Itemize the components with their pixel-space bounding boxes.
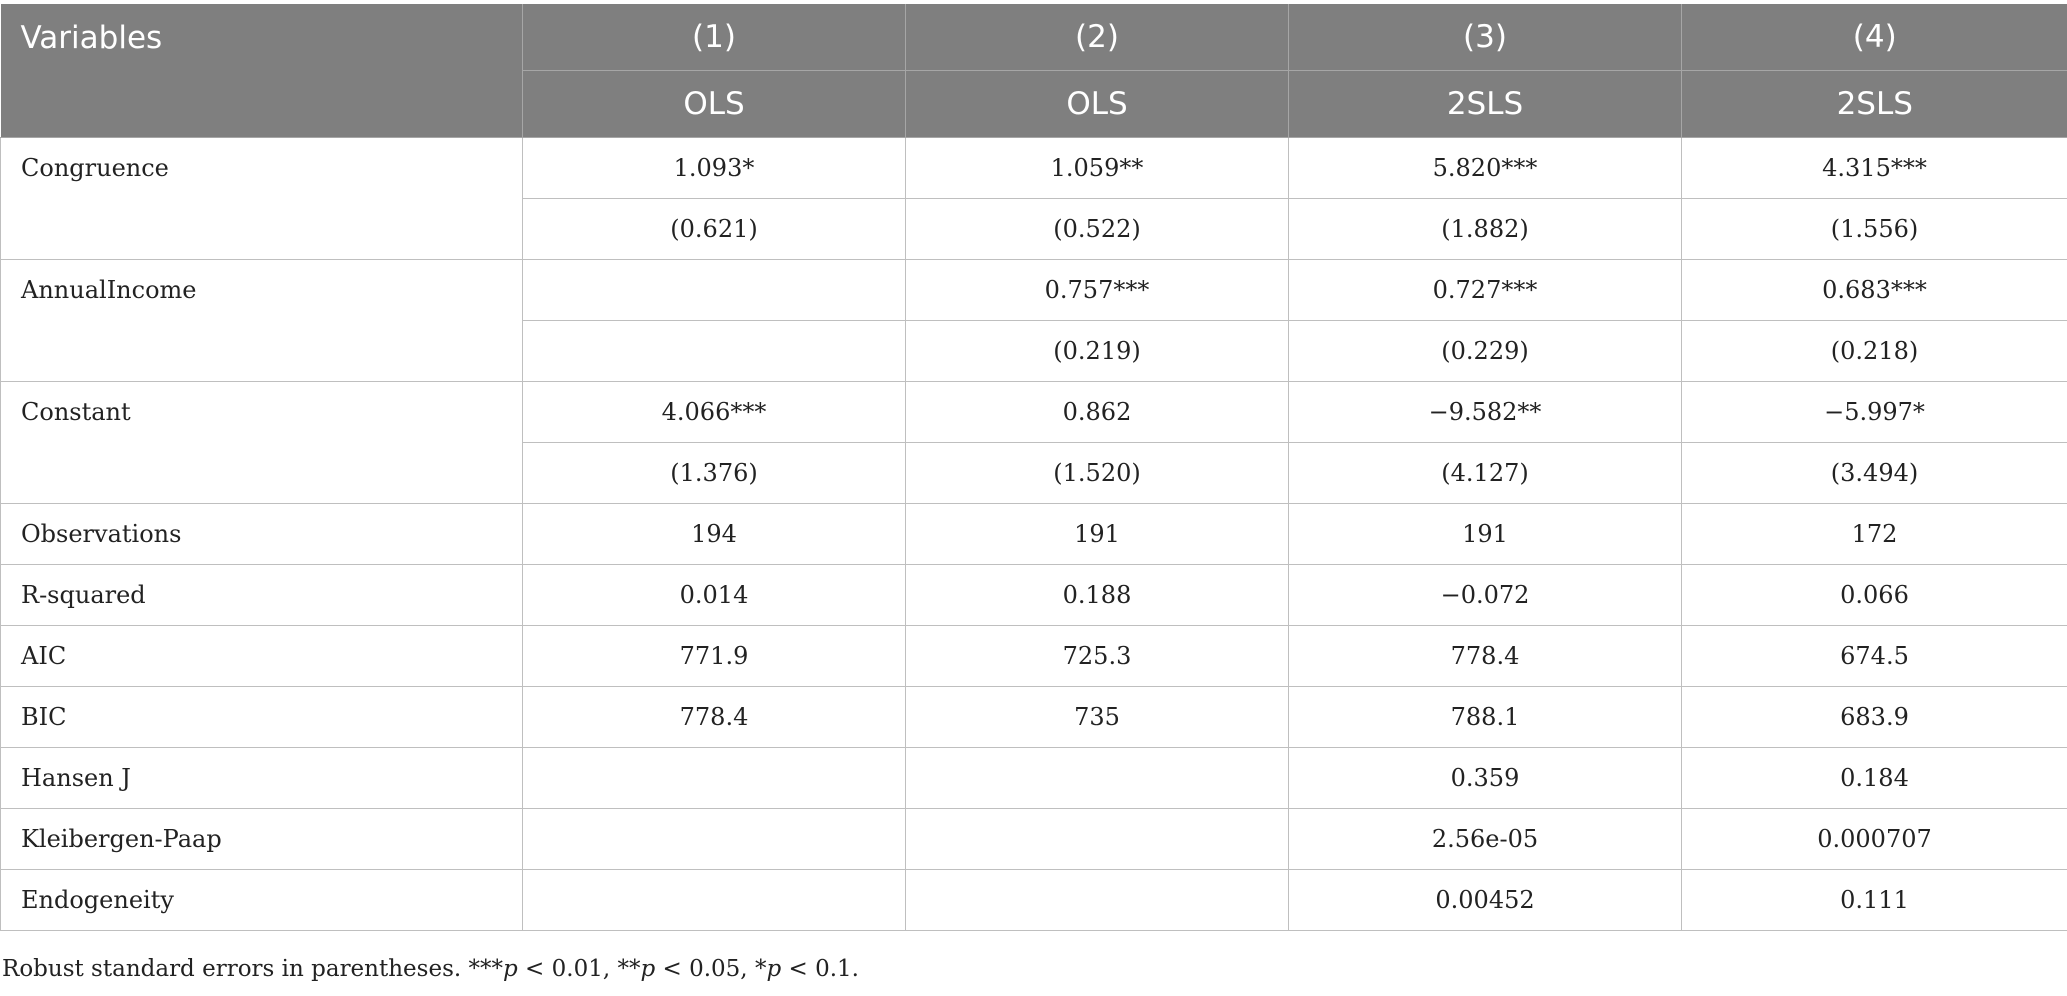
header-col-1-number: (1)	[523, 4, 906, 71]
cell-congruence-se-1: (0.621)	[523, 199, 906, 260]
cell-endogeneity-2	[906, 870, 1289, 931]
footnote-stars-3: *	[754, 956, 767, 982]
table-row-observations	[1, 504, 2067, 565]
footnote-thresh-1: < 0.01,	[525, 956, 611, 982]
cell-observations-3: 191	[1289, 504, 1682, 565]
row-label-hansen-j: Hansen J	[1, 748, 523, 809]
cell-aic-2: 725.3	[906, 626, 1289, 687]
cell-endogeneity-4: 0.111	[1682, 870, 2067, 931]
cell-congruence-se-2: (0.522)	[906, 199, 1289, 260]
cell-congruence-coef-3: 5.820***	[1289, 138, 1682, 199]
cell-constant-se-2: (1.520)	[906, 443, 1289, 504]
cell-r-squared-2: 0.188	[906, 565, 1289, 626]
table-row-hansen-j	[1, 748, 2067, 809]
cell-congruence-coef-2: 1.059**	[906, 138, 1289, 199]
cell-annualincome-coef-3: 0.727***	[1289, 260, 1682, 321]
header-variables: Variables	[1, 4, 523, 138]
table-footnote	[2, 956, 859, 982]
table-row-endogeneity	[1, 870, 2067, 931]
footnote-p-2: p	[640, 956, 656, 982]
row-label-annualincome: AnnualIncome	[1, 260, 523, 382]
cell-congruence-se-3: (1.882)	[1289, 199, 1682, 260]
cell-kleibergen-paap-2	[906, 809, 1289, 870]
cell-constant-coef-1: 4.066***	[523, 382, 906, 443]
cell-congruence-se-4: (1.556)	[1682, 199, 2067, 260]
row-label-bic: BIC	[1, 687, 523, 748]
cell-annualincome-se-4: (0.218)	[1682, 321, 2067, 382]
cell-constant-coef-3: −9.582**	[1289, 382, 1682, 443]
table-row-r-squared	[1, 565, 2067, 626]
table-row-aic	[1, 626, 2067, 687]
cell-endogeneity-3: 0.00452	[1289, 870, 1682, 931]
footnote-p-3: p	[766, 956, 782, 982]
cell-hansen-j-4: 0.184	[1682, 748, 2067, 809]
cell-aic-1: 771.9	[523, 626, 906, 687]
cell-endogeneity-1	[523, 870, 906, 931]
footnote-thresh-2: < 0.05,	[662, 956, 748, 982]
cell-annualincome-coef-4: 0.683***	[1682, 260, 2067, 321]
cell-observations-2: 191	[906, 504, 1289, 565]
header-col-4-method: 2SLS	[1682, 71, 2067, 138]
cell-r-squared-1: 0.014	[523, 565, 906, 626]
footnote-lead: Robust standard errors in parentheses.	[2, 956, 462, 982]
cell-constant-se-1: (1.376)	[523, 443, 906, 504]
cell-annualincome-se-3: (0.229)	[1289, 321, 1682, 382]
row-label-observations: Observations	[1, 504, 523, 565]
cell-constant-coef-4: −5.997*	[1682, 382, 2067, 443]
cell-bic-4: 683.9	[1682, 687, 2067, 748]
table-row-constant-coef	[1, 382, 2067, 443]
cell-kleibergen-paap-1	[523, 809, 906, 870]
cell-annualincome-coef-1	[523, 260, 906, 321]
row-label-constant: Constant	[1, 382, 523, 504]
row-label-endogeneity: Endogeneity	[1, 870, 523, 931]
table-body	[1, 138, 2067, 931]
header-col-2-method: OLS	[906, 71, 1289, 138]
cell-aic-4: 674.5	[1682, 626, 2067, 687]
table-header	[1, 4, 2067, 138]
cell-hansen-j-2	[906, 748, 1289, 809]
header-col-4-number: (4)	[1682, 4, 2067, 71]
footnote-thresh-3: < 0.1.	[788, 956, 859, 982]
footnote-p-1: p	[503, 956, 518, 982]
cell-aic-3: 778.4	[1289, 626, 1682, 687]
row-label-r-squared: R-squared	[1, 565, 523, 626]
cell-bic-2: 735	[906, 687, 1289, 748]
row-label-congruence: Congruence	[1, 138, 523, 260]
header-col-3-number: (3)	[1289, 4, 1682, 71]
header-col-1-method: OLS	[523, 71, 906, 138]
regression-table-container	[0, 4, 2067, 931]
cell-bic-3: 788.1	[1289, 687, 1682, 748]
cell-hansen-j-3: 0.359	[1289, 748, 1682, 809]
cell-congruence-coef-1: 1.093*	[523, 138, 906, 199]
cell-hansen-j-1	[523, 748, 906, 809]
cell-kleibergen-paap-3: 2.56e-05	[1289, 809, 1682, 870]
table-row-kleibergen-paap	[1, 809, 2067, 870]
footnote-stars-2: **	[617, 956, 641, 982]
cell-r-squared-3: −0.072	[1289, 565, 1682, 626]
cell-constant-se-3: (4.127)	[1289, 443, 1682, 504]
header-col-3-method: 2SLS	[1289, 71, 1682, 138]
table-row-bic	[1, 687, 2067, 748]
cell-annualincome-se-2: (0.219)	[906, 321, 1289, 382]
cell-kleibergen-paap-4: 0.000707	[1682, 809, 2067, 870]
row-label-aic: AIC	[1, 626, 523, 687]
cell-constant-coef-2: 0.862	[906, 382, 1289, 443]
regression-table	[0, 4, 2067, 931]
cell-congruence-coef-4: 4.315***	[1682, 138, 2067, 199]
table-row-annualincome-coef	[1, 260, 2067, 321]
row-label-kleibergen-paap: Kleibergen-Paap	[1, 809, 523, 870]
cell-r-squared-4: 0.066	[1682, 565, 2067, 626]
cell-constant-se-4: (3.494)	[1682, 443, 2067, 504]
header-col-2-number: (2)	[906, 4, 1289, 71]
table-row-congruence-coef	[1, 138, 2067, 199]
cell-bic-1: 778.4	[523, 687, 906, 748]
header-row-numbers	[1, 4, 2067, 71]
cell-observations-1: 194	[523, 504, 906, 565]
cell-annualincome-se-1	[523, 321, 906, 382]
cell-observations-4: 172	[1682, 504, 2067, 565]
cell-annualincome-coef-2: 0.757***	[906, 260, 1289, 321]
footnote-stars-1: ***	[468, 956, 503, 982]
